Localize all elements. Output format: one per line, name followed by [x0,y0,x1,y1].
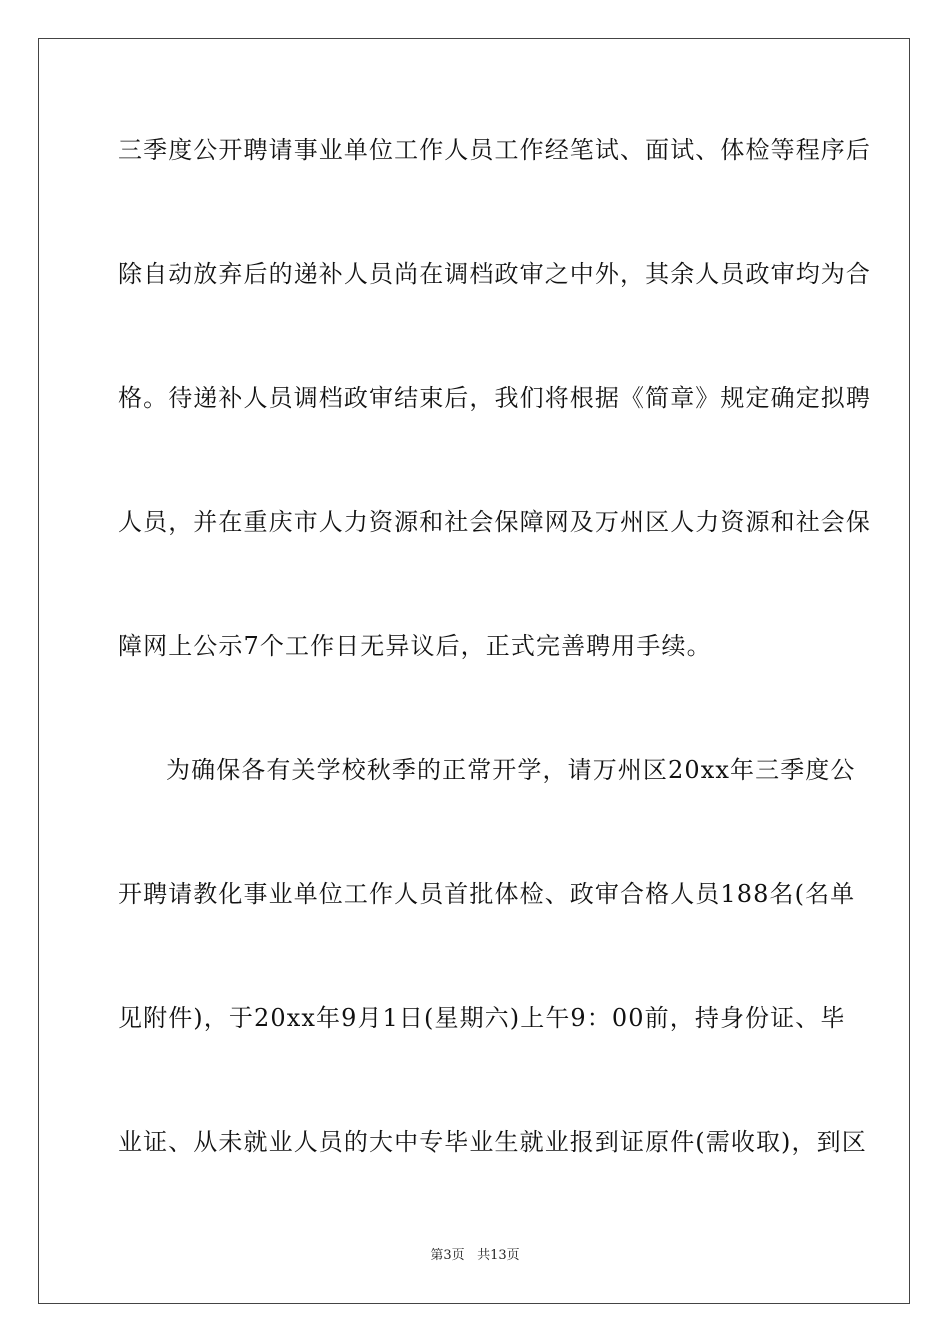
page-number: 第3页 [430,1248,465,1263]
body-text-line: 见附件)，于20xx年9月1日(星期六)上午9：00前，持身份证、毕 [118,1004,846,1032]
body-text-line: 人员，并在重庆市人力资源和社会保障网及万州区人力资源和社会保 [118,508,871,536]
body-text-line: 三季度公开聘请事业单位工作人员工作经笔试、面试、体检等程序后 [118,136,871,164]
body-text-line: 除自动放弃后的递补人员尚在调档政审之中外，其余人员政审均为合 [118,260,871,288]
page-footer [0,1247,950,1265]
body-text-line: 业证、从未就业人员的大中专毕业生就业报到证原件(需收取)，到区 [118,1128,867,1156]
body-text-line: 格。待递补人员调档政审结束后，我们将根据《简章》规定确定拟聘 [118,384,871,412]
body-text-line: 开聘请教化事业单位工作人员首批体检、政审合格人员188名(名单 [118,880,856,908]
body-text-line: 障网上公示7个工作日无异议后，正式完善聘用手续。 [118,632,712,660]
page-border [38,38,910,1304]
paragraph-first-line: 为确保各有关学校秋季的正常开学，请万州区20xx年三季度公 [166,756,856,784]
page-total: 共13页 [477,1248,520,1263]
